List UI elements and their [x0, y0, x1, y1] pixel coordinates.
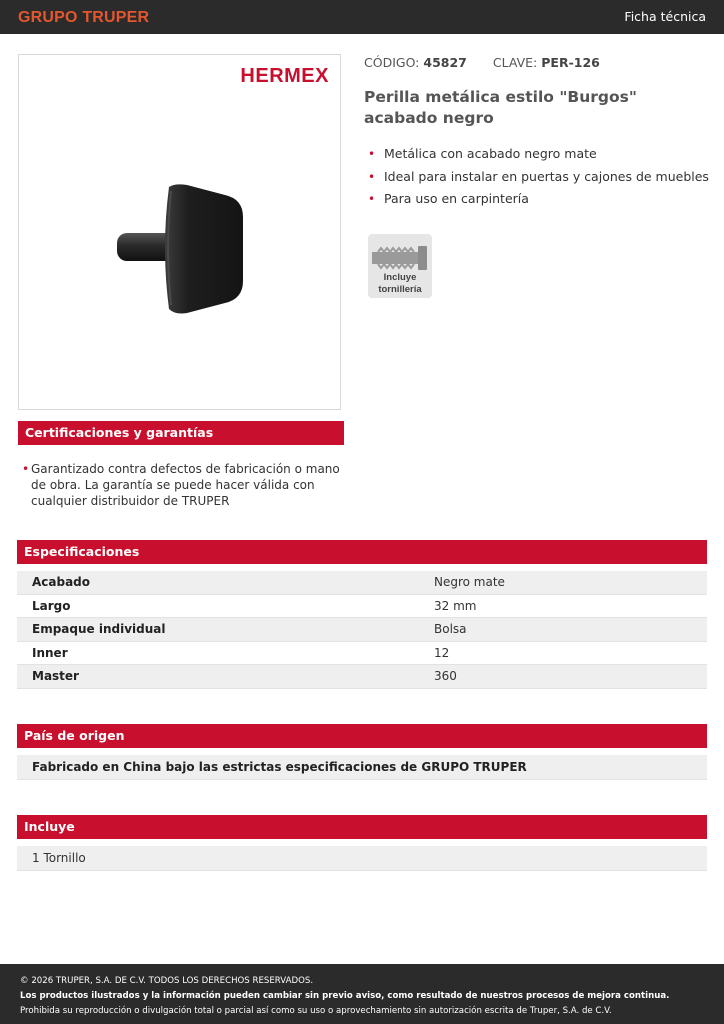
- key-value: PER-126: [541, 55, 600, 70]
- disclaimer-text: Los productos ilustrados y la información pueden cambiar sin previo aviso, como resultado de nuestros procesos de mejora continua.: [20, 991, 670, 1001]
- feature-list: [368, 145, 709, 213]
- spec-value: Negro mate: [434, 575, 505, 589]
- table-row: [17, 571, 707, 595]
- specifications-header: Especificaciones: [17, 540, 707, 564]
- includes-header: Incluye: [17, 815, 707, 839]
- spec-value: 360: [434, 669, 457, 683]
- table-row: [17, 595, 707, 619]
- product-image-box: [18, 54, 341, 410]
- datasheet-label: Ficha técnica: [624, 9, 706, 24]
- origin-text: Fabricado en China bajo las estrictas especificaciones de GRUPO TRUPER: [17, 755, 707, 780]
- product-title: Perilla metálica estilo "Burgos" acabado negro: [364, 88, 637, 127]
- bullet-icon: •: [368, 147, 376, 161]
- origin-header: País de origen: [17, 724, 707, 748]
- feature-item: • Metálica con acabado negro mate: [368, 146, 597, 161]
- table-row: [17, 665, 707, 689]
- feature-item: • Ideal para instalar en puertas y cajones de muebles: [368, 168, 709, 184]
- spec-key: Largo: [32, 598, 71, 613]
- code-label: CÓDIGO:: [364, 55, 420, 70]
- knob-product-image: [113, 181, 248, 316]
- spec-key: Acabado: [32, 575, 91, 589]
- code-value: 45827: [423, 55, 467, 70]
- badge-line1: Incluye: [383, 272, 417, 283]
- spec-key: Empaque individual: [32, 622, 166, 636]
- includes-hardware-badge: [368, 234, 432, 298]
- bullet-icon: •: [368, 169, 376, 184]
- specifications-table: [17, 571, 707, 689]
- spec-key: Master: [32, 669, 79, 683]
- badge-line2: tornillería: [378, 284, 422, 295]
- spec-value: 12: [434, 645, 450, 660]
- product-code-line: [364, 55, 600, 70]
- table-row: [17, 642, 707, 666]
- certifications-header: Certificaciones y garantías: [18, 421, 344, 445]
- bullet-icon: •: [22, 462, 30, 476]
- footer: [0, 964, 724, 1024]
- table-row: [17, 618, 707, 642]
- hermex-logo: HERMEX: [240, 65, 329, 87]
- bullet-icon: •: [368, 192, 376, 206]
- copyright-text: © 2026 TRUPER, S.A. DE C.V. TODOS LOS DERECHOS RESERVADOS.: [20, 976, 314, 986]
- feature-item: • Para uso en carpintería: [368, 191, 529, 206]
- spec-value: 32 mm: [434, 598, 477, 613]
- reproduction-notice: Prohibida su reproducción o divulgación total o parcial así como su uso o aprovechamiento sin autorización escrita de Truper, S.A. de C.V.: [20, 1006, 612, 1016]
- brand-logo: GRUPO TRUPER: [18, 9, 150, 26]
- includes-text: 1 Tornillo: [17, 846, 707, 871]
- spec-key: Inner: [32, 645, 68, 660]
- spec-value: Bolsa: [434, 622, 467, 636]
- key-label: CLAVE:: [492, 55, 538, 70]
- warranty-text: • Garantizado contra defectos de fabricación o mano de obra. La garantía se puede hacer válida con cualquier distribuidor de TRUPER: [22, 462, 340, 508]
- top-bar: [0, 0, 724, 34]
